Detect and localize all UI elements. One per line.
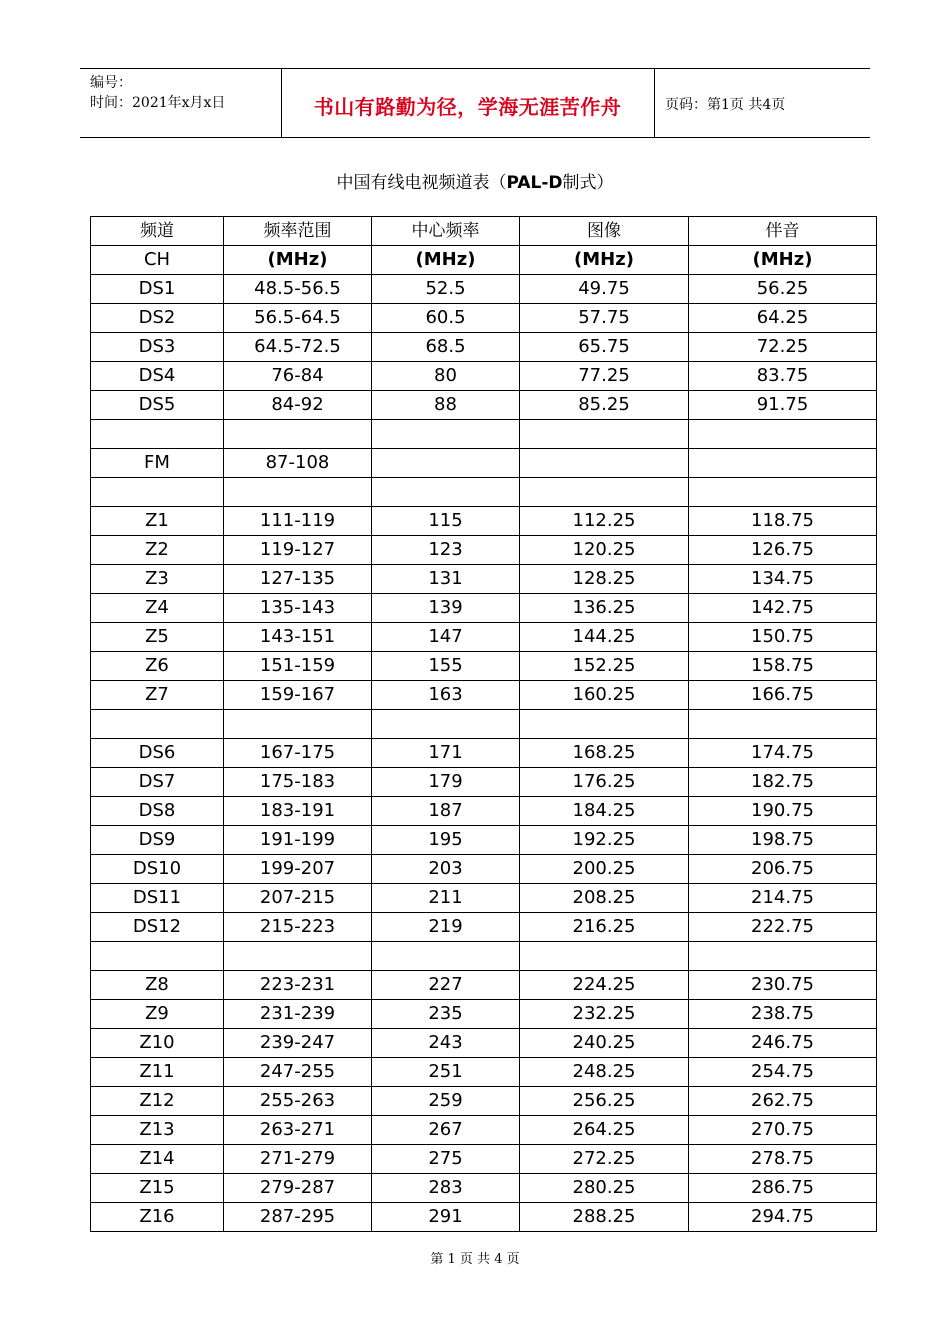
document-title: [0, 168, 950, 193]
cell-frequency-range: 255-263: [224, 1087, 372, 1116]
cell-center-frequency: 88: [372, 391, 520, 420]
cell-video: 136.25: [520, 594, 689, 623]
cell-video: 49.75: [520, 275, 689, 304]
cell-center-frequency: 171: [372, 739, 520, 768]
cell-audio: 262.75: [689, 1087, 877, 1116]
table-row: [91, 362, 877, 391]
cell-video: 160.25: [520, 681, 689, 710]
table-row: [91, 652, 877, 681]
title-prefix: 中国有线电视频道表（: [336, 173, 507, 193]
cell-channel: DS6: [91, 739, 224, 768]
cell-center-frequency: 291: [372, 1203, 520, 1232]
cell-audio: 150.75: [689, 623, 877, 652]
cell-channel: DS4: [91, 362, 224, 391]
cell-video: [520, 449, 689, 478]
cell-video: 248.25: [520, 1058, 689, 1087]
header-video: 图像: [520, 217, 689, 246]
cell-audio: 294.75: [689, 1203, 877, 1232]
cell-video: 144.25: [520, 623, 689, 652]
cell-center-frequency: 267: [372, 1116, 520, 1145]
cell-audio: 166.75: [689, 681, 877, 710]
cell-center-frequency: 219: [372, 913, 520, 942]
cell-frequency-range: [224, 710, 372, 739]
cell-frequency-range: 151-159: [224, 652, 372, 681]
cell-audio: 174.75: [689, 739, 877, 768]
table-units-row: [91, 246, 877, 275]
cell-center-frequency: 251: [372, 1058, 520, 1087]
cell-video: 200.25: [520, 855, 689, 884]
cell-audio: [689, 478, 877, 507]
cell-video: 224.25: [520, 971, 689, 1000]
cell-audio: 246.75: [689, 1029, 877, 1058]
unit-channel: CH: [91, 246, 224, 275]
cell-channel: [91, 942, 224, 971]
cell-audio: 91.75: [689, 391, 877, 420]
cell-center-frequency: 139: [372, 594, 520, 623]
cell-frequency-range: 223-231: [224, 971, 372, 1000]
header-center-frequency: 中心频率: [372, 217, 520, 246]
table-row: [91, 1116, 877, 1145]
cell-center-frequency: [372, 942, 520, 971]
table-row: [91, 942, 877, 971]
cell-audio: 182.75: [689, 768, 877, 797]
cell-channel: Z14: [91, 1145, 224, 1174]
cell-frequency-range: 48.5-56.5: [224, 275, 372, 304]
cell-audio: 270.75: [689, 1116, 877, 1145]
cell-audio: 230.75: [689, 971, 877, 1000]
table-row: [91, 913, 877, 942]
cell-center-frequency: [372, 420, 520, 449]
cell-audio: 214.75: [689, 884, 877, 913]
cell-center-frequency: 163: [372, 681, 520, 710]
cell-audio: 206.75: [689, 855, 877, 884]
cell-frequency-range: [224, 420, 372, 449]
table-row: [91, 1058, 877, 1087]
cell-channel: DS11: [91, 884, 224, 913]
cell-video: 128.25: [520, 565, 689, 594]
cell-channel: FM: [91, 449, 224, 478]
cell-channel: Z16: [91, 1203, 224, 1232]
cell-center-frequency: [372, 710, 520, 739]
cell-channel: DS2: [91, 304, 224, 333]
cell-channel: DS8: [91, 797, 224, 826]
cell-center-frequency: 155: [372, 652, 520, 681]
cell-audio: [689, 710, 877, 739]
cell-channel: Z5: [91, 623, 224, 652]
cell-channel: DS3: [91, 333, 224, 362]
table-row: [91, 1203, 877, 1232]
cell-channel: Z6: [91, 652, 224, 681]
cell-audio: 126.75: [689, 536, 877, 565]
document-date: 时间：2021年x月x日: [90, 95, 226, 111]
cell-frequency-range: 167-175: [224, 739, 372, 768]
cell-frequency-range: 279-287: [224, 1174, 372, 1203]
header-page-info: 页码：第1页 共4页: [665, 97, 786, 113]
cell-video: 184.25: [520, 797, 689, 826]
cell-video: 192.25: [520, 826, 689, 855]
table-row: [91, 275, 877, 304]
cell-frequency-range: 76-84: [224, 362, 372, 391]
cell-center-frequency: 235: [372, 1000, 520, 1029]
table-row: [91, 826, 877, 855]
cell-frequency-range: 56.5-64.5: [224, 304, 372, 333]
unit-video: (MHz): [520, 246, 689, 275]
cell-channel: Z9: [91, 1000, 224, 1029]
cell-channel: [91, 420, 224, 449]
cell-channel: DS9: [91, 826, 224, 855]
table-row: [91, 391, 877, 420]
cell-video: 65.75: [520, 333, 689, 362]
cell-channel: DS1: [91, 275, 224, 304]
cell-video: 152.25: [520, 652, 689, 681]
cell-center-frequency: 211: [372, 884, 520, 913]
cell-video: 280.25: [520, 1174, 689, 1203]
cell-channel: Z7: [91, 681, 224, 710]
table-row: [91, 1087, 877, 1116]
table-row: [91, 507, 877, 536]
table-row: [91, 449, 877, 478]
cell-video: 112.25: [520, 507, 689, 536]
cell-frequency-range: 183-191: [224, 797, 372, 826]
cell-frequency-range: 87-108: [224, 449, 372, 478]
cell-frequency-range: 263-271: [224, 1116, 372, 1145]
unit-center-frequency: (MHz): [372, 246, 520, 275]
cell-audio: 222.75: [689, 913, 877, 942]
cell-center-frequency: 187: [372, 797, 520, 826]
cell-video: 264.25: [520, 1116, 689, 1145]
cell-center-frequency: 60.5: [372, 304, 520, 333]
table-row: [91, 1029, 877, 1058]
table-row: [91, 1174, 877, 1203]
unit-audio: (MHz): [689, 246, 877, 275]
cell-audio: 72.25: [689, 333, 877, 362]
header-channel: 频道: [91, 217, 224, 246]
cell-frequency-range: 119-127: [224, 536, 372, 565]
table-row: [91, 739, 877, 768]
cell-frequency-range: 215-223: [224, 913, 372, 942]
cell-center-frequency: 68.5: [372, 333, 520, 362]
cell-video: [520, 478, 689, 507]
table-row: [91, 594, 877, 623]
cell-channel: Z10: [91, 1029, 224, 1058]
cell-frequency-range: 287-295: [224, 1203, 372, 1232]
cell-video: 288.25: [520, 1203, 689, 1232]
table-row: [91, 478, 877, 507]
cell-audio: 56.25: [689, 275, 877, 304]
cell-audio: 254.75: [689, 1058, 877, 1087]
cell-channel: Z4: [91, 594, 224, 623]
table-row: [91, 565, 877, 594]
cell-frequency-range: 64.5-72.5: [224, 333, 372, 362]
page-header: [80, 68, 870, 138]
cell-audio: 118.75: [689, 507, 877, 536]
cell-center-frequency: [372, 449, 520, 478]
cell-channel: [91, 478, 224, 507]
table-row: [91, 536, 877, 565]
cell-channel: DS7: [91, 768, 224, 797]
cell-center-frequency: 123: [372, 536, 520, 565]
cell-channel: Z8: [91, 971, 224, 1000]
cell-channel: DS12: [91, 913, 224, 942]
cell-center-frequency: 283: [372, 1174, 520, 1203]
cell-frequency-range: 199-207: [224, 855, 372, 884]
cell-center-frequency: 243: [372, 1029, 520, 1058]
cell-video: 85.25: [520, 391, 689, 420]
table-row: [91, 681, 877, 710]
title-standard: PAL-D: [506, 173, 563, 193]
header-frequency-range: 频率范围: [224, 217, 372, 246]
cell-center-frequency: 227: [372, 971, 520, 1000]
cell-audio: 278.75: [689, 1145, 877, 1174]
cell-video: 57.75: [520, 304, 689, 333]
cell-video: 168.25: [520, 739, 689, 768]
cell-video: [520, 420, 689, 449]
header-motto: 书山有路勤为径，学海无涯苦作舟: [313, 95, 622, 119]
cell-frequency-range: 247-255: [224, 1058, 372, 1087]
cell-video: [520, 710, 689, 739]
title-suffix: 制式）: [562, 173, 614, 193]
table-row: [91, 304, 877, 333]
cell-channel: [91, 710, 224, 739]
cell-frequency-range: 135-143: [224, 594, 372, 623]
cell-video: 256.25: [520, 1087, 689, 1116]
cell-frequency-range: 239-247: [224, 1029, 372, 1058]
table-row: [91, 971, 877, 1000]
table-row: [91, 884, 877, 913]
cell-frequency-range: 111-119: [224, 507, 372, 536]
cell-center-frequency: 80: [372, 362, 520, 391]
cell-video: 232.25: [520, 1000, 689, 1029]
cell-channel: Z12: [91, 1087, 224, 1116]
cell-video: 208.25: [520, 884, 689, 913]
table-row: [91, 768, 877, 797]
cell-audio: 142.75: [689, 594, 877, 623]
cell-channel: Z11: [91, 1058, 224, 1087]
table-row: [91, 623, 877, 652]
cell-audio: 286.75: [689, 1174, 877, 1203]
cell-frequency-range: 159-167: [224, 681, 372, 710]
cell-audio: 134.75: [689, 565, 877, 594]
cell-audio: 64.25: [689, 304, 877, 333]
cell-frequency-range: 175-183: [224, 768, 372, 797]
cell-frequency-range: 207-215: [224, 884, 372, 913]
cell-video: 176.25: [520, 768, 689, 797]
cell-channel: DS5: [91, 391, 224, 420]
table-row: [91, 1000, 877, 1029]
cell-audio: [689, 449, 877, 478]
cell-channel: Z1: [91, 507, 224, 536]
table-header-row: [91, 217, 877, 246]
table-row: [91, 420, 877, 449]
cell-video: 77.25: [520, 362, 689, 391]
cell-center-frequency: 259: [372, 1087, 520, 1116]
unit-frequency-range: (MHz): [224, 246, 372, 275]
header-meta-cell: [80, 69, 282, 137]
cell-center-frequency: 275: [372, 1145, 520, 1174]
table-row: [91, 1145, 877, 1174]
cell-frequency-range: [224, 942, 372, 971]
table-row: [91, 855, 877, 884]
cell-video: 272.25: [520, 1145, 689, 1174]
cell-center-frequency: 179: [372, 768, 520, 797]
table-row: [91, 333, 877, 362]
cell-audio: 238.75: [689, 1000, 877, 1029]
table-row: [91, 797, 877, 826]
cell-frequency-range: 271-279: [224, 1145, 372, 1174]
cell-audio: 190.75: [689, 797, 877, 826]
cell-audio: 198.75: [689, 826, 877, 855]
cell-frequency-range: 231-239: [224, 1000, 372, 1029]
cell-channel: Z3: [91, 565, 224, 594]
cell-frequency-range: 191-199: [224, 826, 372, 855]
cell-audio: [689, 942, 877, 971]
cell-channel: Z2: [91, 536, 224, 565]
cell-audio: [689, 420, 877, 449]
cell-channel: Z13: [91, 1116, 224, 1145]
cell-center-frequency: [372, 478, 520, 507]
cell-channel: Z15: [91, 1174, 224, 1203]
cell-center-frequency: 147: [372, 623, 520, 652]
header-audio: 伴音: [689, 217, 877, 246]
cell-audio: 158.75: [689, 652, 877, 681]
cell-audio: 83.75: [689, 362, 877, 391]
cell-center-frequency: 131: [372, 565, 520, 594]
cell-center-frequency: 52.5: [372, 275, 520, 304]
document-number: 编号：: [90, 75, 132, 91]
cell-video: 216.25: [520, 913, 689, 942]
cell-frequency-range: 127-135: [224, 565, 372, 594]
page-footer: 第 1 页 共 4 页: [430, 1252, 520, 1267]
header-motto-cell: [281, 69, 655, 137]
cell-channel: DS10: [91, 855, 224, 884]
cell-frequency-range: 84-92: [224, 391, 372, 420]
cell-center-frequency: 115: [372, 507, 520, 536]
cell-video: [520, 942, 689, 971]
cell-frequency-range: [224, 478, 372, 507]
cell-frequency-range: 143-151: [224, 623, 372, 652]
channel-frequency-table: [90, 216, 877, 1232]
cell-video: 120.25: [520, 536, 689, 565]
cell-video: 240.25: [520, 1029, 689, 1058]
table-body: [91, 217, 877, 1232]
header-page-cell: [655, 69, 870, 137]
cell-center-frequency: 203: [372, 855, 520, 884]
cell-center-frequency: 195: [372, 826, 520, 855]
table-row: [91, 710, 877, 739]
